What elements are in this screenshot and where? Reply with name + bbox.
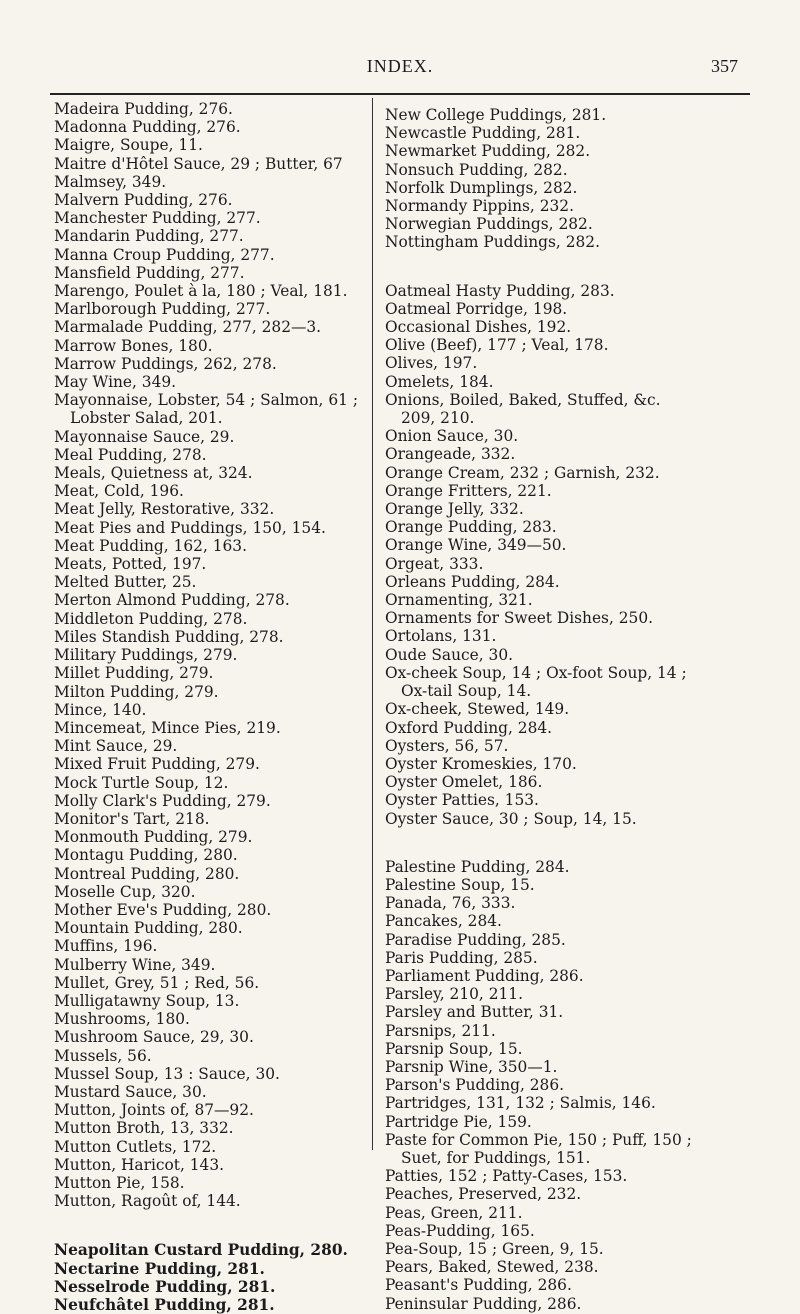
index-entry: Nectarine Pudding, 281. bbox=[54, 1259, 265, 1278]
index-entry: Palestine Soup, 15. bbox=[385, 875, 535, 894]
index-entry: Neapolitan Custard Pudding, 280. bbox=[54, 1241, 348, 1260]
index-entry: Monitor's Tart, 218. bbox=[54, 809, 210, 828]
index-entry: Partridges, 131, 132 ; Salmis, 146. bbox=[385, 1094, 656, 1113]
index-entry: Orange Pudding, 283. bbox=[385, 518, 557, 537]
index-entry: Mulberry Wine, 349. bbox=[54, 955, 216, 974]
column-divider bbox=[372, 98, 373, 1150]
index-entry: Orange Wine, 349—50. bbox=[385, 536, 567, 555]
index-entry: Orange Jelly, 332. bbox=[385, 500, 524, 519]
index-entry: Orangeade, 332. bbox=[385, 445, 516, 464]
index-entry: Milton Pudding, 279. bbox=[54, 682, 219, 701]
index-entry: Mayonnaise, Lobster, 54 ; Salmon, 61 ; bbox=[54, 391, 359, 410]
index-entry: Mustard Sauce, 30. bbox=[54, 1082, 207, 1101]
index-entry: Mock Turtle Soup, 12. bbox=[54, 773, 229, 792]
index-entry-continuation: 209, 210. bbox=[401, 409, 475, 428]
index-entry: Paris Pudding, 285. bbox=[385, 948, 538, 967]
index-entry: Newcastle Pudding, 281. bbox=[385, 124, 581, 143]
index-entry: Maitre d'Hôtel Sauce, 29 ; Butter, 67 bbox=[54, 154, 343, 173]
index-entry: Mutton, Haricot, 143. bbox=[54, 1155, 225, 1174]
index-entry: Mullet, Grey, 51 ; Red, 56. bbox=[54, 973, 260, 992]
index-entry: Madeira Pudding, 276. bbox=[54, 100, 233, 118]
index-entry: Oatmeal Hasty Pudding, 283. bbox=[385, 281, 615, 300]
index-entry: Peninsular Pudding, 286. bbox=[385, 1294, 582, 1313]
index-entry: Oude Sauce, 30. bbox=[385, 645, 514, 664]
index-entry: Marlborough Pudding, 277. bbox=[54, 300, 271, 319]
index-entry: Onion Sauce, 30. bbox=[385, 427, 519, 446]
section-gap bbox=[54, 1210, 368, 1241]
index-entry: Manchester Pudding, 277. bbox=[54, 209, 261, 228]
header-rule bbox=[50, 93, 750, 95]
index-entry: Oyster Kromeskies, 170. bbox=[385, 754, 577, 773]
index-entry: Muffins, 196. bbox=[54, 937, 158, 956]
index-entry: Pea-Soup, 15 ; Green, 9, 15. bbox=[385, 1239, 604, 1258]
page-number: 357 bbox=[711, 56, 738, 76]
index-entry: Partridge Pie, 159. bbox=[385, 1112, 532, 1131]
index-entry: Millet Pudding, 279. bbox=[54, 664, 214, 683]
index-entry-continuation: Suet, for Puddings, 151. bbox=[401, 1148, 591, 1167]
index-entry: Meat Jelly, Restorative, 332. bbox=[54, 500, 275, 519]
index-entry: Marengo, Poulet à la, 180 ; Veal, 181. bbox=[54, 282, 348, 301]
index-entry: Oyster Patties, 153. bbox=[385, 791, 539, 810]
index-entry: Molly Clark's Pudding, 279. bbox=[54, 791, 271, 810]
index-entry-continuation: Ox-tail Soup, 14. bbox=[401, 682, 532, 701]
index-entry: Ortolans, 131. bbox=[385, 627, 497, 646]
index-entry: Mutton Cutlets, 172. bbox=[54, 1137, 217, 1156]
index-entry: Parliament Pudding, 286. bbox=[385, 966, 584, 985]
index-entry: Palestine Pudding, 284. bbox=[385, 857, 570, 876]
index-entry: Neufchâtel Pudding, 281. bbox=[54, 1296, 275, 1314]
index-entry: Mutton Broth, 13, 332. bbox=[54, 1119, 234, 1138]
section-gap bbox=[385, 828, 755, 858]
index-entry: Parsnip Wine, 350—1. bbox=[385, 1057, 558, 1076]
index-column-right bbox=[385, 106, 755, 1313]
index-entry: Paradise Pudding, 285. bbox=[385, 930, 566, 949]
index-entry: Marmalade Pudding, 277, 282—3. bbox=[54, 318, 322, 337]
index-entry: Monmouth Pudding, 279. bbox=[54, 828, 253, 847]
index-entry: May Wine, 349. bbox=[54, 373, 177, 392]
index-entry: Mint Sauce, 29. bbox=[54, 737, 178, 756]
index-entry: Occasional Dishes, 192. bbox=[385, 318, 572, 337]
index-entry: Oysters, 56, 57. bbox=[385, 736, 509, 755]
index-entry: Meats, Potted, 197. bbox=[54, 555, 207, 574]
index-entry: Meat Pies and Puddings, 150, 154. bbox=[54, 518, 326, 537]
index-entry: Manna Croup Pudding, 277. bbox=[54, 245, 275, 264]
index-entry: Parsnip Soup, 15. bbox=[385, 1039, 523, 1058]
index-entry: Onions, Boiled, Baked, Stuffed, &c. bbox=[385, 390, 661, 409]
index-entry: Nonsuch Pudding, 282. bbox=[385, 160, 568, 179]
index-entry: Oyster Sauce, 30 ; Soup, 14, 15. bbox=[385, 809, 637, 828]
index-entry: Newmarket Pudding, 282. bbox=[385, 142, 591, 161]
index-entry: Mountain Pudding, 280. bbox=[54, 919, 243, 938]
index-entry: Peaches, Preserved, 232. bbox=[385, 1185, 582, 1204]
index-entry: Marrow Bones, 180. bbox=[54, 336, 213, 355]
index-entry: Norfolk Dumplings, 282. bbox=[385, 178, 578, 197]
page-header bbox=[0, 56, 800, 86]
index-entry: Maigre, Soupe, 11. bbox=[54, 136, 203, 155]
index-entry: Oatmeal Porridge, 198. bbox=[385, 299, 568, 318]
index-entry: Olive (Beef), 177 ; Veal, 178. bbox=[385, 336, 609, 355]
index-entry: Normandy Pippins, 232. bbox=[385, 197, 574, 216]
section-gap bbox=[385, 252, 755, 282]
index-entry: Mussels, 56. bbox=[54, 1046, 152, 1065]
index-entry: Parsley and Butter, 31. bbox=[385, 1003, 564, 1022]
index-entry: Mutton, Ragoût of, 144. bbox=[54, 1192, 241, 1211]
index-entry: Oxford Pudding, 284. bbox=[385, 718, 553, 737]
index-entry: Parson's Pudding, 286. bbox=[385, 1076, 565, 1095]
index-entry: Miles Standish Pudding, 278. bbox=[54, 627, 284, 646]
index-entry: Patties, 152 ; Patty-Cases, 153. bbox=[385, 1167, 628, 1186]
index-column-left bbox=[54, 100, 368, 1314]
index-entry: Montreal Pudding, 280. bbox=[54, 864, 240, 883]
index-entry: Peasant's Pudding, 286. bbox=[385, 1276, 572, 1295]
index-entry: Montagu Pudding, 280. bbox=[54, 846, 238, 865]
page-title: INDEX. bbox=[366, 56, 434, 76]
index-entry: Ornamenting, 321. bbox=[385, 591, 533, 610]
index-entry: Military Puddings, 279. bbox=[54, 646, 238, 665]
index-entry: Pancakes, 284. bbox=[385, 912, 502, 931]
index-entry: Marrow Puddings, 262, 278. bbox=[54, 354, 277, 373]
index-entry: Merton Almond Pudding, 278. bbox=[54, 591, 290, 610]
index-entry: Peas-Pudding, 165. bbox=[385, 1221, 535, 1240]
index-entry: Malvern Pudding, 276. bbox=[54, 191, 233, 210]
index-entry: Pears, Baked, Stewed, 238. bbox=[385, 1258, 599, 1277]
index-entry: Mincemeat, Mince Pies, 219. bbox=[54, 718, 281, 737]
index-entry: Mushroom Sauce, 29, 30. bbox=[54, 1028, 254, 1047]
index-entry: Ornaments for Sweet Dishes, 250. bbox=[385, 609, 654, 628]
index-entry: Mussel Soup, 13 : Sauce, 30. bbox=[54, 1064, 280, 1083]
index-entry: Omelets, 184. bbox=[385, 372, 494, 391]
index-entry: Parsley, 210, 211. bbox=[385, 985, 523, 1004]
index-entry: Panada, 76, 333. bbox=[385, 894, 516, 913]
index-entry: Orange Fritters, 221. bbox=[385, 481, 552, 500]
index-entry: Mulligatawny Soup, 13. bbox=[54, 991, 240, 1010]
index-entry: Peas, Green, 211. bbox=[385, 1203, 523, 1222]
index-entry: Orleans Pudding, 284. bbox=[385, 572, 560, 591]
index-entry: Oyster Omelet, 186. bbox=[385, 773, 543, 792]
index-entry: New College Puddings, 281. bbox=[385, 106, 607, 124]
index-entry: Mutton Pie, 158. bbox=[54, 1173, 185, 1192]
index-entry: Ox-cheek, Stewed, 149. bbox=[385, 700, 570, 719]
index-entry: Paste for Common Pie, 150 ; Puff, 150 ; bbox=[385, 1130, 692, 1149]
index-entry: Middleton Pudding, 278. bbox=[54, 609, 248, 628]
index-entry: Mixed Fruit Pudding, 279. bbox=[54, 755, 260, 774]
index-entry: Meal Pudding, 278. bbox=[54, 445, 207, 464]
index-entry: Parsnips, 211. bbox=[385, 1021, 496, 1040]
index-entry: Norwegian Puddings, 282. bbox=[385, 215, 593, 234]
index-entry: Mayonnaise Sauce, 29. bbox=[54, 427, 235, 446]
index-entry: Mandarin Pudding, 277. bbox=[54, 227, 244, 246]
index-entry: Madonna Pudding, 276. bbox=[54, 118, 241, 137]
index-entry-continuation: Lobster Salad, 201. bbox=[70, 409, 223, 428]
index-entry: Mutton, Joints of, 87—92. bbox=[54, 1101, 254, 1120]
index-entry: Mansfield Pudding, 277. bbox=[54, 263, 245, 282]
index-entry: Meat Pudding, 162, 163. bbox=[54, 536, 247, 555]
index-entry: Mince, 140. bbox=[54, 700, 147, 719]
index-entry: Mother Eve's Pudding, 280. bbox=[54, 900, 272, 919]
index-entry: Melted Butter, 25. bbox=[54, 573, 197, 592]
index-entry: Moselle Cup, 320. bbox=[54, 882, 196, 901]
index-entry: Nesselrode Pudding, 281. bbox=[54, 1277, 276, 1296]
index-entry: Orange Cream, 232 ; Garnish, 232. bbox=[385, 463, 660, 482]
index-entry: Meat, Cold, 196. bbox=[54, 482, 184, 501]
index-entry: Meals, Quietness at, 324. bbox=[54, 464, 253, 483]
index-entry: Nottingham Puddings, 282. bbox=[385, 233, 600, 252]
index-entry: Olives, 197. bbox=[385, 354, 478, 373]
index-entry: Mushrooms, 180. bbox=[54, 1010, 190, 1029]
index-entry: Malmsey, 349. bbox=[54, 172, 167, 191]
index-entry: Orgeat, 333. bbox=[385, 554, 484, 573]
index-entry: Ox-cheek Soup, 14 ; Ox-foot Soup, 14 ; bbox=[385, 663, 687, 682]
